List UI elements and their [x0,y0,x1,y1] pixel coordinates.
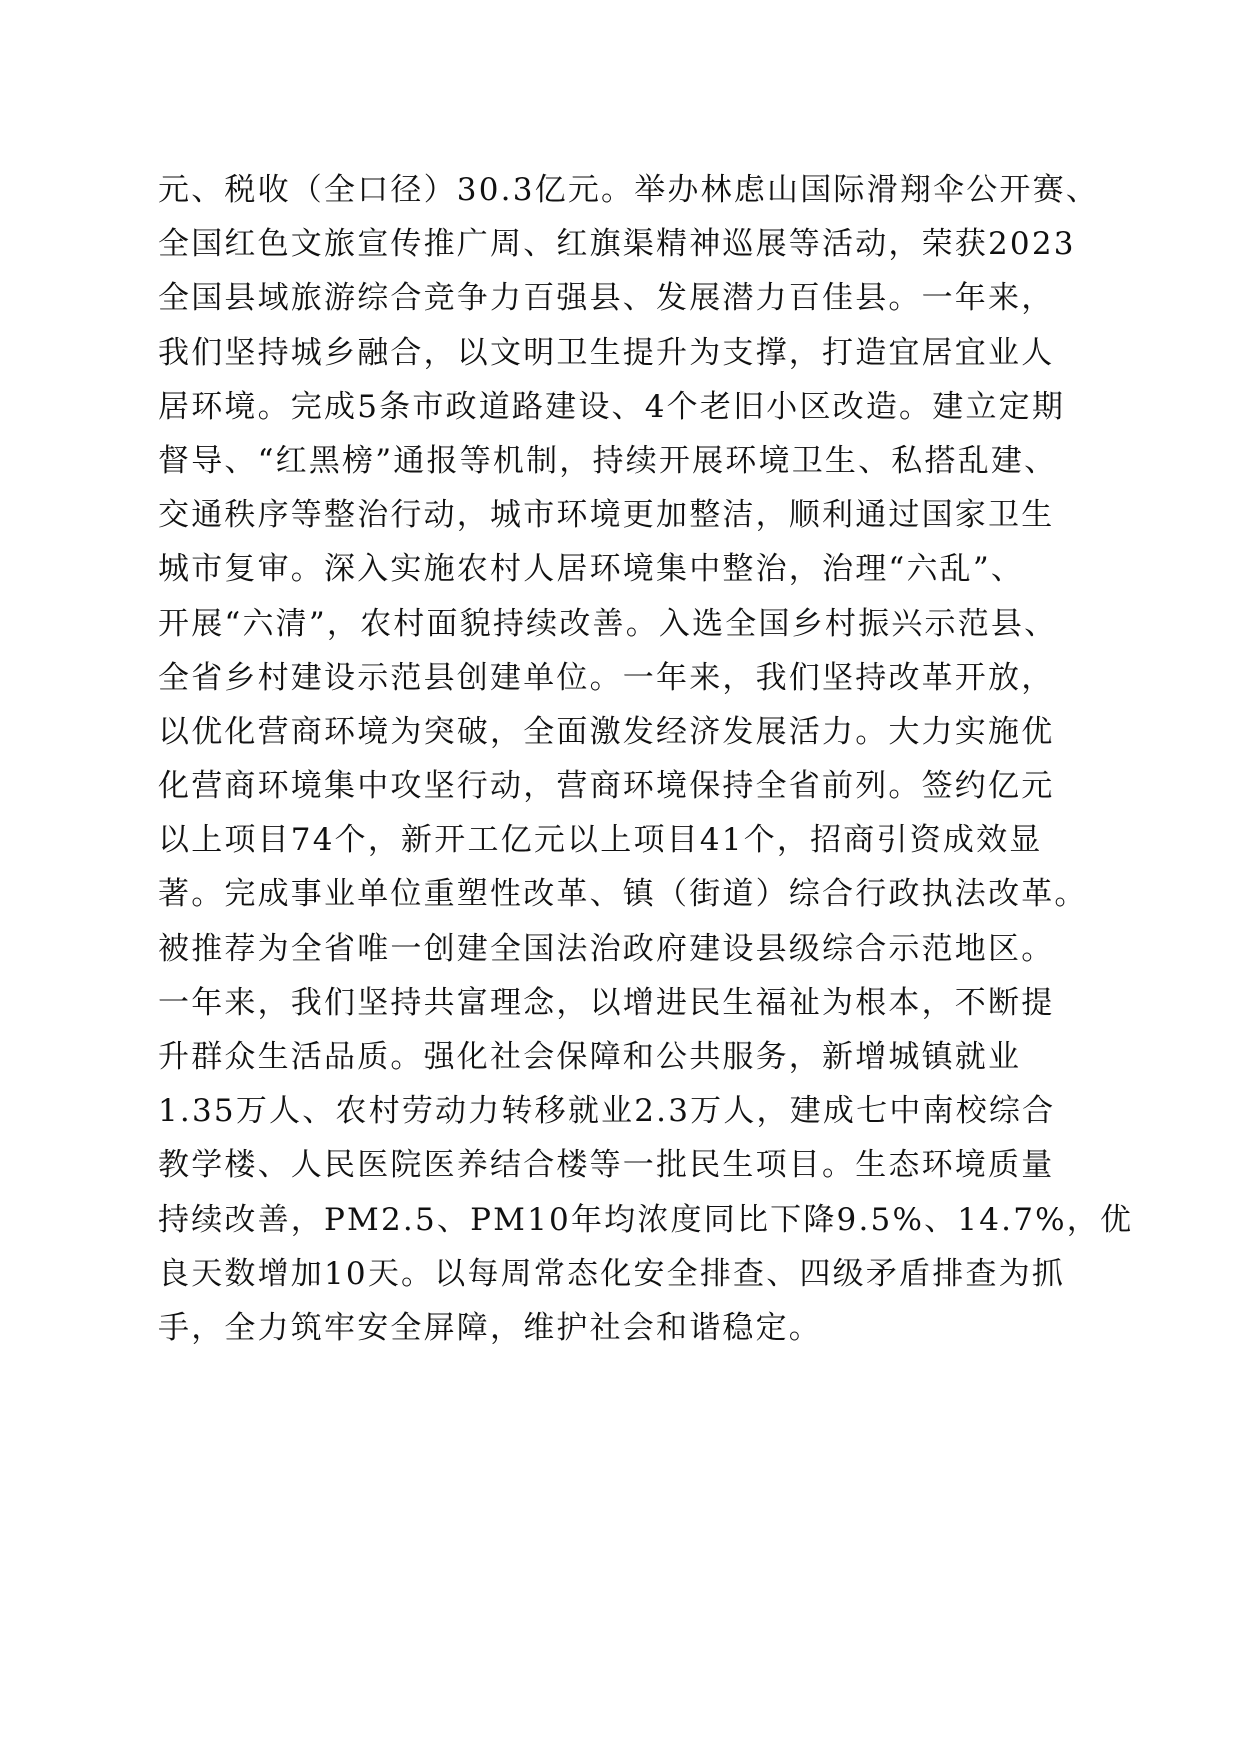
text-line: 手，全力筑牢安全屏障，维护社会和谐稳定。 [158,1309,822,1346]
text-line: 良天数增加10天。以每周常态化安全排查、四级矛盾排查为抓 [158,1255,1066,1292]
body-text [158,163,1134,1355]
text-line: 交通秩序等整治行动，城市环境更加整洁，顺利通过国家卫生 [158,497,1055,534]
text-line: 元、税收（全口径）30.3亿元。举办林虑山国际滑翔伞公开赛、 [158,172,1100,208]
text-line: 一年来，我们坚持共富理念，以增进民生福祉为根本，不断提 [158,984,1055,1021]
text-line: 全国县域旅游综合竞争力百强县、发展潜力百佳县。一年来， [158,280,1055,317]
text-line: 化营商环境集中攻坚行动，营商环境保持全省前列。签约亿元 [158,768,1055,805]
text-line: 以优化营商环境为突破，全面激发经济发展活力。大力实施优 [158,713,1055,750]
text-line: 我们坚持城乡融合，以文明卫生提升为支撑，打造宜居宜业人 [158,334,1055,371]
text-line: 1.35万人、农村劳动力转移就业2.3万人，建成七中南校综合 [158,1093,1056,1130]
text-line: 以上项目74个，新开工亿元以上项目41个，招商引资成效显 [158,822,1043,859]
text-line: 升群众生活品质。强化社会保障和公共服务，新增城镇就业 [158,1039,1022,1075]
text-line: 督导、“红黑榜”通报等机制，持续开展环境卫生、私搭乱建、 [158,442,1058,479]
text-line: 全省乡村建设示范县创建单位。一年来，我们坚持改革开放， [158,659,1055,696]
text-line: 教学楼、人民医院医养结合楼等一批民生项目。生态环境质量 [158,1147,1055,1184]
text-line: 全国红色文旅宣传推广周、红旗渠精神巡展等活动，荣获2023 [158,226,1076,263]
text-line: 被推荐为全省唯一创建全国法治政府建设县级综合示范地区。 [158,930,1055,967]
text-line: 著。完成事业单位重塑性改革、镇（街道）综合行政执法改革。 [158,876,1088,913]
text-line: 居环境。完成5条市政道路建设、4个老旧小区改造。建立定期 [158,388,1066,425]
text-line: 开展“六清”，农村面貌持续改善。入选全国乡村振兴示范县、 [158,605,1058,642]
text-line: 城市复审。深入实施农村人居环境集中整治，治理“六乱”、 [158,551,1025,588]
text-line: 持续改善，PM2.5、PM10年均浓度同比下降9.5%、14.7%，优 [158,1201,1134,1238]
